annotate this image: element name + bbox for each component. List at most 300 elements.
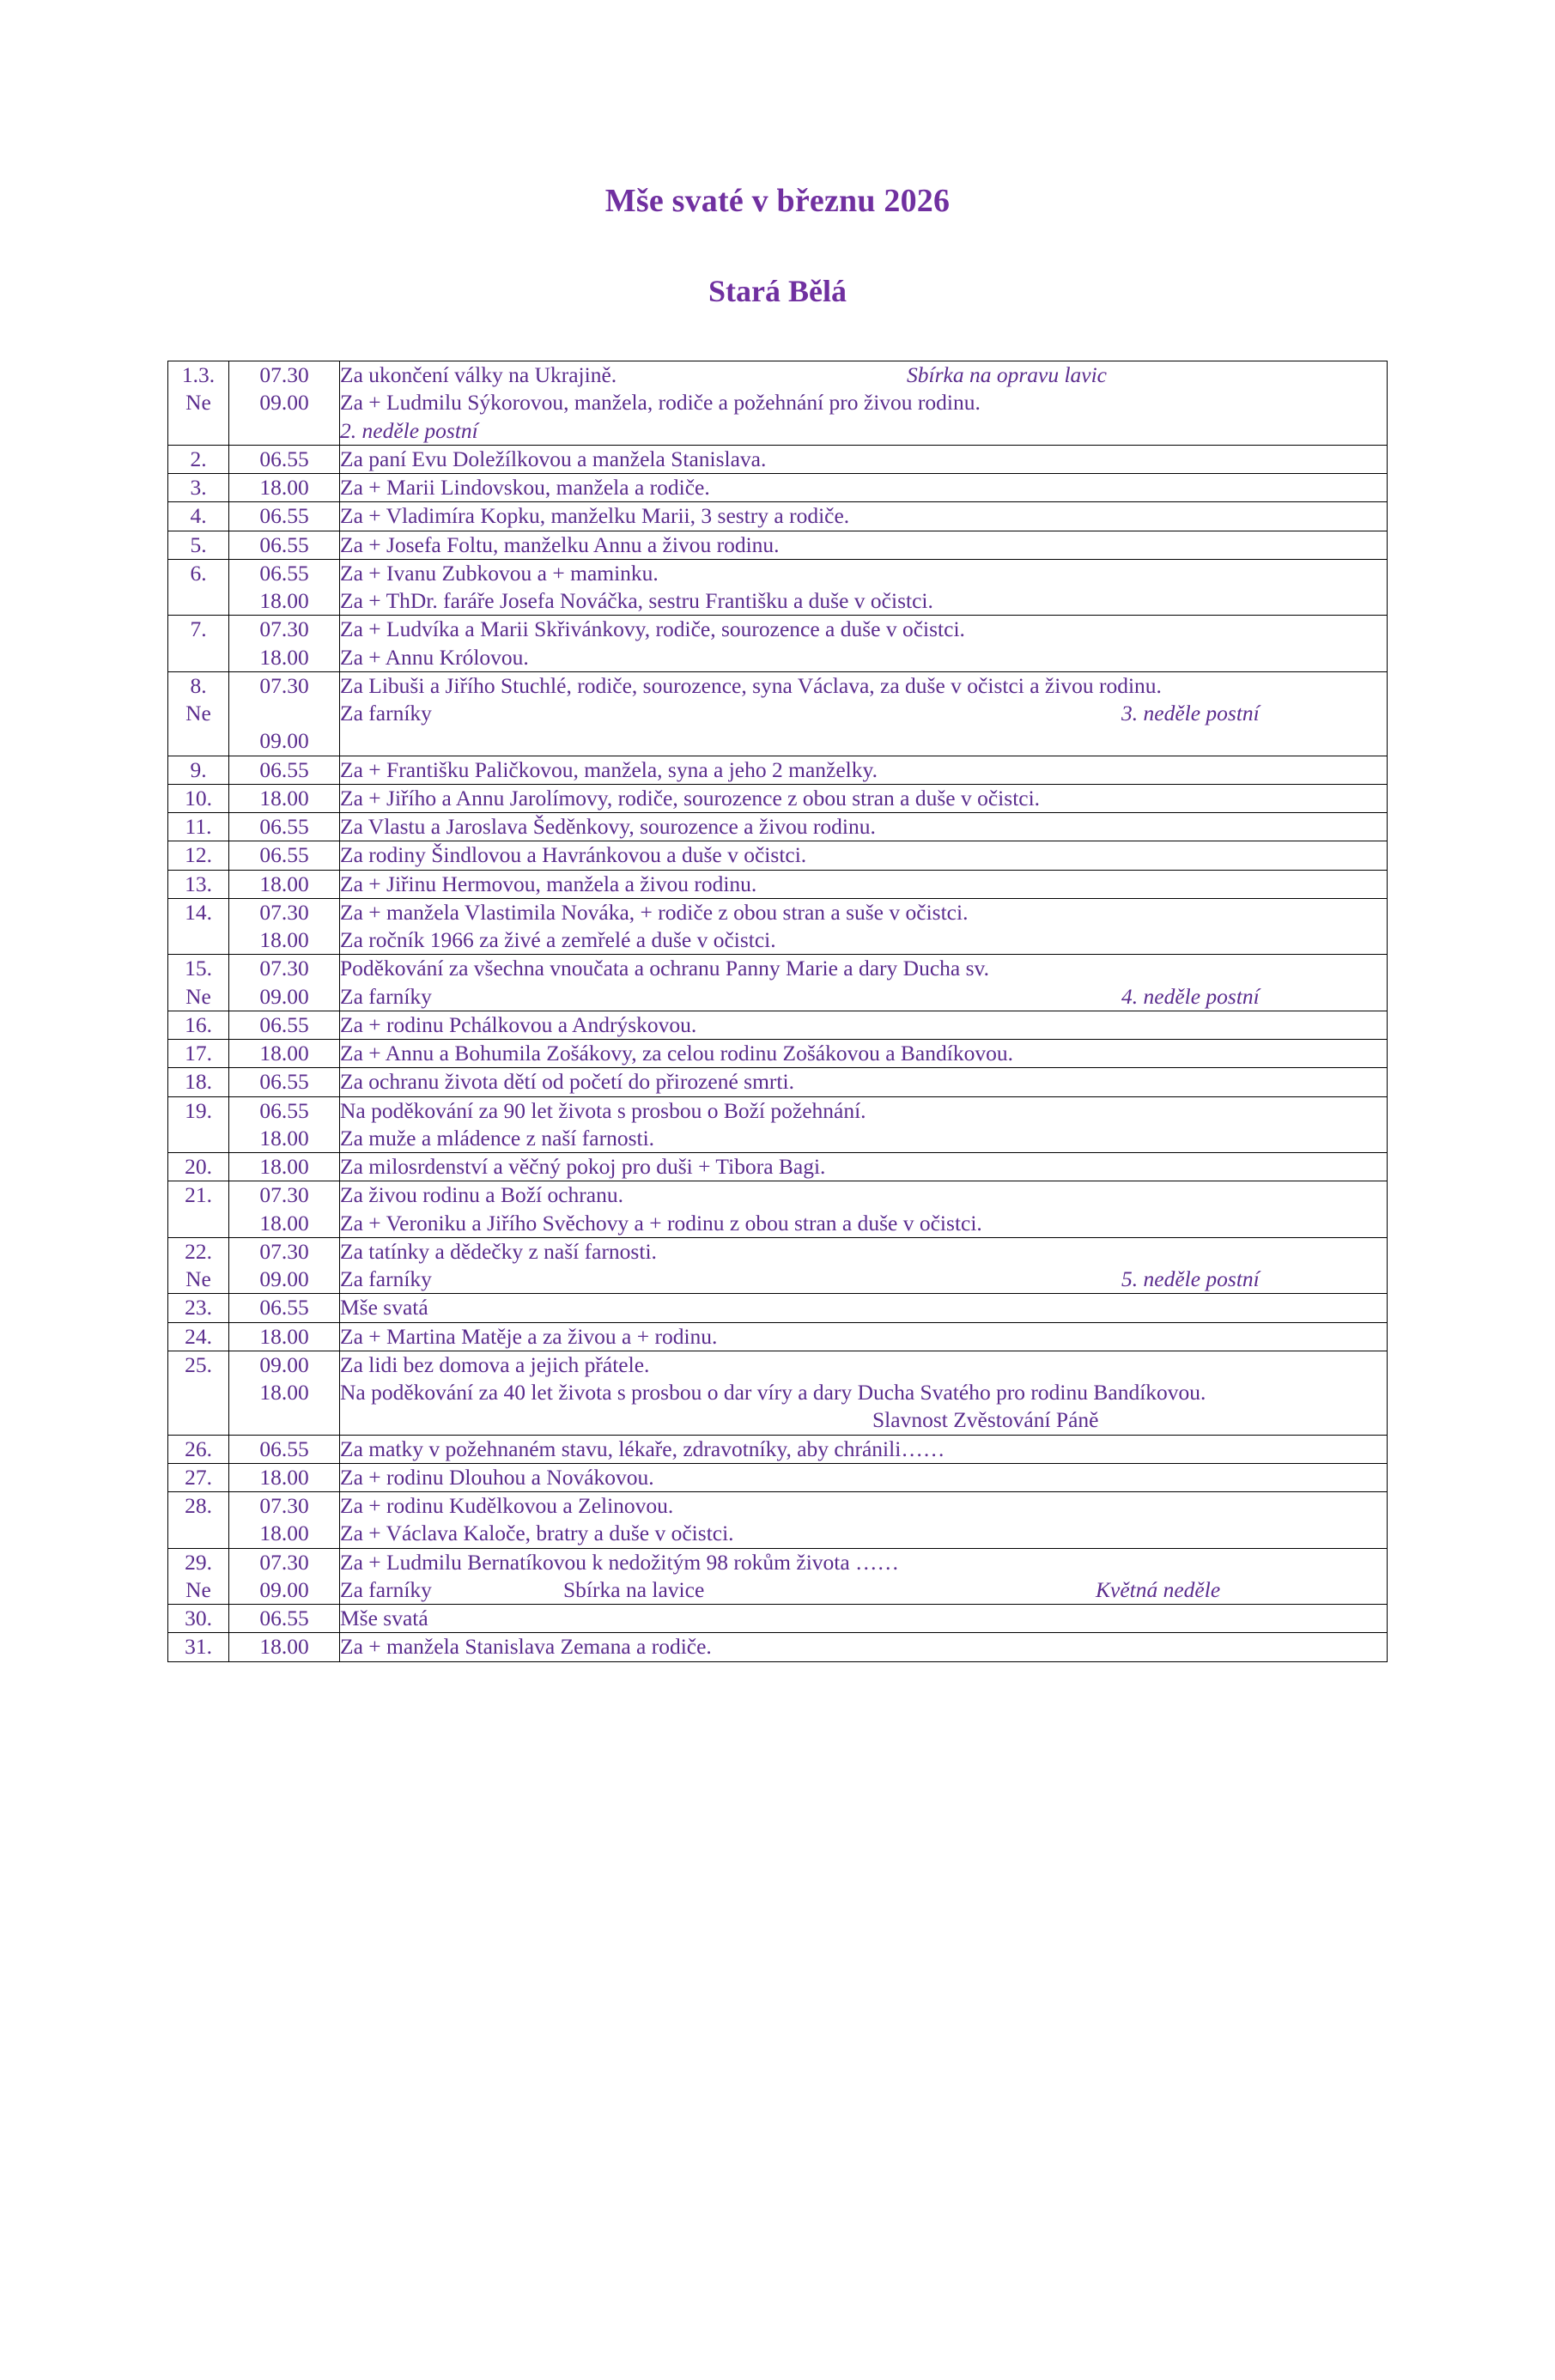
intention-cell [340,1068,1388,1096]
table-row [168,1322,1388,1351]
day-number: 26. [185,1436,212,1461]
intention-line [340,871,1387,898]
day-cell [168,671,229,756]
intention-cell [340,813,1388,841]
intention-line [340,1181,1387,1209]
intention-cell [340,1492,1388,1549]
day-number: 14. [185,899,212,925]
intention-cell [340,445,1388,473]
table-row [168,784,1388,812]
intention-line [340,1605,1387,1632]
table-row [168,361,1388,446]
day-cell [168,1322,229,1351]
day-cell [168,841,229,870]
table-row [168,1153,1388,1181]
day-number: 22. [185,1238,212,1264]
mass-time: 06.55 [259,756,309,782]
time-cell [229,1322,340,1351]
day-weekday: Ne [185,390,211,416]
intention-line [340,1294,1387,1321]
intention-text: Za muže a mládence z naší farnosti. [340,1125,655,1151]
table-row [168,1040,1388,1068]
mass-time: 18.00 [259,1380,309,1405]
day-cell [168,1463,229,1491]
time-cell [229,1294,340,1322]
intention-cell [340,671,1388,756]
mass-time: 06.55 [259,1069,309,1095]
intention-text: Za + manžela Vlastimila Nováka, + rodiče z obou stran a suše v očistci. [340,899,969,925]
intention-note: 5. neděle postní [1121,1266,1260,1291]
intention-text: Za + Veroniku a Jiřího Svěchovy a + rodinu z obou stran a duše v očistci. [340,1210,982,1236]
intention-text: Za farníky [340,1266,432,1291]
table-row [168,474,1388,502]
mass-time: 18.00 [259,588,309,613]
intention-line [340,1210,1387,1237]
intention-text: Za + rodinu Kudělkovou a Zelinovou. [340,1493,674,1518]
intention-cell [340,870,1388,898]
intention-text: Za + rodinu Dlouhou a Novákovou. [340,1464,654,1490]
intention-line [340,926,1387,954]
intention-line [340,560,1387,587]
day-cell [168,1068,229,1096]
table-row [168,502,1388,531]
time-cell [229,813,340,841]
table-row [168,1294,1388,1322]
mass-time: 06.55 [259,842,309,868]
intention-text: Na poděkování za 90 let života s prosbou o Boží požehnání. [340,1097,866,1123]
time-cell [229,1605,340,1633]
time-cell [229,1181,340,1238]
table-row [168,531,1388,559]
day-cell [168,1181,229,1238]
day-cell [168,559,229,616]
time-cell [229,1153,340,1181]
intention-note-secondary: Květná neděle [1096,1576,1221,1602]
day-number: 27. [185,1464,212,1490]
day-weekday: Ne [185,1266,211,1291]
intention-line [340,1011,1387,1039]
intention-line [340,1097,1387,1125]
intention-line [340,587,1387,615]
mass-time: 18.00 [259,1521,309,1546]
day-cell [168,870,229,898]
day-cell [168,1351,229,1435]
intention-line [340,1266,1387,1293]
intention-line [340,756,1387,784]
intention-cell [340,474,1388,502]
intention-cell [340,502,1388,531]
table-row [168,559,1388,616]
intention-text: Za + Annu a Bohumila Zošákovy, za celou rodinu Zošákovou a Bandíkovou. [340,1041,1013,1066]
day-number: 19. [185,1097,212,1123]
intention-text: Za + Martina Matěje a za živou a + rodinu. [340,1323,718,1349]
intention-text: Mše svatá [340,1295,428,1321]
time-spacer [229,1406,339,1434]
intention-note: 3. neděle postní [1121,701,1260,726]
intention-text: Za rodiny Šindlovou a Havránkovou a duše v očistci. [340,842,807,868]
day-spacer [168,587,228,615]
intention-line [340,1464,1387,1491]
table-row [168,1181,1388,1238]
time-cell [229,616,340,672]
mass-time: 09.00 [259,390,309,416]
day-cell [168,1237,229,1294]
intention-cell [340,361,1388,446]
intention-line [340,1379,1387,1432]
intention-text: Mše svatá [340,1606,428,1630]
intention-line [340,1633,1387,1661]
intention-note: Slavnost Zvěstování Páně [872,1407,1099,1432]
intention-text: Za ročník 1966 za živé a zemřelé a duše v očistci. [340,927,776,952]
table-row [168,898,1388,955]
day-number: 12. [185,842,212,868]
intention-cell [340,1548,1388,1605]
intention-line [340,983,1387,1011]
intention-line [340,361,1387,389]
mass-time: 18.00 [259,1323,309,1349]
mass-time: 18.00 [259,1464,309,1490]
time-cell [229,531,340,559]
day-weekday: Ne [185,1576,211,1602]
intention-text: Za Libuši a Jiřího Stuchlé, rodiče, sourozence, syna Václava, za duše v očistci a živou rodinu. [340,672,1162,698]
table-row [168,1237,1388,1294]
page-title: Mše svaté v březnu 2026 [604,183,951,219]
table-row [168,1605,1388,1633]
time-cell [229,1463,340,1491]
intention-line [340,955,1387,982]
day-number: 8. [190,672,207,698]
intention-line [340,1436,1387,1463]
day-cell [168,445,229,473]
intention-text: Za + Vladimíra Kopku, manželku Marii, 3 sestry a rodiče. [340,503,850,529]
intention-cell [340,841,1388,870]
table-row [168,813,1388,841]
time-cell [229,1068,340,1096]
intention-note: 4. neděle postní [1121,983,1260,1009]
intention-line [340,1323,1387,1351]
day-cell [168,1011,229,1039]
intention-line [340,446,1387,473]
day-number: 2. [190,446,207,471]
day-cell [168,1153,229,1181]
mass-time: 09.00 [259,728,309,754]
intention-text: Za + Jiřinu Hermovou, manžela a živou rodinu. [340,871,757,896]
intention-text: Za + Ludvíka a Marii Skřivánkovy, rodiče, sourozence a duše v očistci. [340,616,965,642]
day-cell [168,1605,229,1633]
day-cell [168,1492,229,1549]
day-number: 17. [185,1041,212,1066]
day-number: 5. [190,531,207,557]
day-number: 29. [185,1549,212,1575]
day-number: 15. [185,956,212,981]
intention-text: Za + Františku Paličkovou, manžela, syna a jeho 2 manželky. [340,756,878,782]
table-row [168,1068,1388,1096]
mass-time [229,417,339,445]
intention-line [340,899,1387,926]
table-row [168,1011,1388,1039]
mass-time: 06.55 [259,531,309,557]
intention-text: Za farníky [340,1576,432,1602]
day-spacer [168,1125,228,1152]
mass-time: 07.30 [259,899,309,925]
day-number: 21. [185,1182,212,1208]
day-cell [168,1096,229,1153]
day-spacer [168,644,228,671]
intention-text: Za milosrdenství a věčný pokoj pro duši + Tibora Bagi. [340,1154,826,1179]
intention-line [340,1576,1387,1604]
intention-text: Za paní Evu Doležílkovou a manžela Stanislava. [340,446,767,471]
intention-line [340,1040,1387,1067]
day-cell [168,1548,229,1605]
intention-text: Za matky v požehnaném stavu, lékaře, zdravotníky, aby chránili…… [340,1436,945,1461]
intention-line [340,1125,1387,1152]
time-cell [229,1011,340,1039]
mass-time: 06.55 [259,1295,309,1321]
intention-line [340,389,1387,416]
mass-time: 09.00 [259,1576,309,1602]
mass-time: 06.55 [259,503,309,529]
mass-time: 06.55 [259,1436,309,1461]
mass-time: 07.30 [259,1549,309,1575]
intention-text: Za tatínky a dědečky z naší farnosti. [340,1238,657,1264]
table-row [168,756,1388,784]
day-number: 28. [185,1493,212,1518]
intention-cell [340,1605,1388,1633]
mass-time: 18.00 [259,1154,309,1179]
time-cell [229,756,340,784]
mass-time: 18.00 [259,475,309,500]
intention-cell [340,1633,1388,1661]
intention-text: Za + Josefa Foltu, manželku Annu a živou rodinu. [340,531,780,557]
time-cell [229,1040,340,1068]
intention-line [340,474,1387,501]
day-number: 9. [190,756,207,782]
table-row [168,841,1388,870]
mass-time: 18.00 [259,1634,309,1660]
time-cell [229,784,340,812]
day-cell [168,813,229,841]
time-spacer [229,700,339,727]
day-cell [168,898,229,955]
page-subtitle: Stará Bělá [708,274,847,308]
intention-line [340,1351,1387,1379]
day-number: 1.3. [181,362,216,387]
day-spacer [168,1379,228,1406]
intention-line [340,644,1387,671]
table-row [168,1633,1388,1661]
day-cell [168,616,229,672]
intention-line [340,502,1387,530]
day-number: 6. [190,560,207,586]
intention-cell [340,1011,1388,1039]
mass-time: 07.30 [259,1493,309,1518]
day-cell [168,955,229,1011]
mass-time: 18.00 [259,1125,309,1151]
time-cell [229,559,340,616]
intention-line [340,1492,1387,1520]
intention-note: Sbírka na opravu lavic [907,362,1107,387]
mass-time: 07.30 [259,616,309,642]
day-cell [168,756,229,784]
intention-cell [340,955,1388,1011]
table-row [168,1435,1388,1463]
intention-cell [340,1294,1388,1322]
table-row [168,671,1388,756]
day-number: 7. [190,616,207,642]
intention-text: Za + manžela Stanislava Zemana a rodiče. [340,1634,712,1660]
mass-time: 18.00 [259,1041,309,1066]
intention-cell [340,1351,1388,1435]
day-number: 24. [185,1323,212,1349]
intention-text: 2. neděle postní [340,417,478,443]
document-page [0,182,1555,2380]
day-weekday: Ne [185,701,211,726]
table-row [168,1463,1388,1491]
time-cell [229,1492,340,1549]
time-cell [229,1633,340,1661]
intention-cell [340,756,1388,784]
intention-line [340,531,1387,559]
intention-text: Za + Marii Lindovskou, manžela a rodiče. [340,475,710,500]
intention-cell [340,1040,1388,1068]
intention-line [340,841,1387,869]
table-row [168,1492,1388,1549]
intention-cell [340,1322,1388,1351]
mass-time: 06.55 [259,1097,309,1123]
day-cell [168,784,229,812]
intention-text: Za + Jiřího a Annu Jarolímovy, rodiče, sourozence z obou stran a duše v očistci. [340,785,1041,811]
mass-time: 07.30 [259,956,309,981]
time-cell [229,1237,340,1294]
time-cell [229,474,340,502]
intention-cell [340,1435,1388,1463]
intention-text: Poděkování za všechna vnoučata a ochranu Panny Marie a dary Ducha sv. [340,956,989,981]
day-number: 11. [185,814,212,839]
intention-cell [340,1096,1388,1153]
table-row [168,955,1388,1011]
intention-text: Za + Ludmilu Bernatíkovou k nedožitým 98 rokům života …… [340,1549,900,1575]
time-cell [229,1351,340,1435]
mass-time: 07.30 [259,1182,309,1208]
day-cell [168,474,229,502]
day-number: 18. [185,1069,212,1095]
intention-line [340,1153,1387,1181]
mass-time: 18.00 [259,927,309,952]
mass-time: 06.55 [259,446,309,471]
intention-text: Za + rodinu Pchálkovou a Andrýskovou. [340,1011,697,1037]
intention-cell [340,1463,1388,1491]
intention-cell [340,1237,1388,1294]
intention-text: Za + Václava Kaloče, bratry a duše v očistci. [340,1521,734,1546]
intention-line [340,1520,1387,1547]
time-cell [229,361,340,446]
intention-line [340,417,1387,445]
mass-time: 09.00 [259,1351,309,1377]
intention-text: Za + Ludmilu Sýkorovou, manžela, rodiče a požehnání pro živou rodinu. [340,390,981,416]
mass-time: 18.00 [259,785,309,811]
mass-time: 07.30 [259,672,309,698]
intention-cell [340,559,1388,616]
mass-time: 18.00 [259,871,309,896]
mass-time: 09.00 [259,983,309,1009]
intention-line [340,1549,1387,1576]
time-cell [229,841,340,870]
time-cell [229,870,340,898]
time-cell [229,955,340,1011]
intention-cell [340,531,1388,559]
time-cell [229,1435,340,1463]
intention-line [340,616,1387,643]
day-number: 4. [190,503,207,529]
intention-cell [340,616,1388,672]
intention-text: Za + Ivanu Zubkovou a + maminku. [340,560,659,586]
day-spacer [168,1520,228,1547]
intention-cell [340,1153,1388,1181]
intention-line [340,785,1387,812]
intention-line [340,700,1387,727]
mass-time: 06.55 [259,1011,309,1037]
mass-time: 18.00 [259,1210,309,1236]
day-cell [168,1040,229,1068]
table-row [168,870,1388,898]
time-cell [229,502,340,531]
intention-line [340,1068,1387,1096]
day-number: 10. [185,785,212,811]
table-row [168,1548,1388,1605]
day-cell [168,1294,229,1322]
intention-text: Za Vlastu a Jaroslava Šeděnkovy, sourozence a živou rodinu. [340,814,876,839]
day-number: 25. [185,1351,212,1377]
mass-time: 07.30 [259,1238,309,1264]
day-number: 16. [185,1011,212,1037]
mass-time: 06.55 [259,1606,309,1630]
mass-time: 06.55 [259,814,309,839]
day-cell [168,361,229,446]
intention-cell [340,898,1388,955]
intention-line [340,1238,1387,1266]
intention-line [340,672,1387,700]
intention-text: Za + ThDr. faráře Josefa Nováčka, sestru Františku a duše v očistci. [340,588,933,613]
intention-text: Za ochranu života dětí od početí do přirozené smrti. [340,1069,794,1095]
day-cell [168,1633,229,1661]
day-number: 30. [185,1606,212,1630]
intention-text: Za živou rodinu a Boží ochranu. [340,1182,623,1208]
intention-text: Za + Annu Królovou. [340,644,529,670]
intention-cell [340,1181,1388,1238]
day-spacer [168,417,228,445]
intention-text: Na poděkování za 40 let života s prosbou o dar víry a dary Ducha Svatého pro rodinu Bandíkovou. [340,1380,1206,1405]
mass-time: 07.30 [259,362,309,387]
day-number: 3. [190,475,207,500]
day-number: 13. [185,871,212,896]
intention-text: Za farníky [340,983,432,1009]
intention-note: Sbírka na lavice [563,1576,705,1602]
time-cell [229,898,340,955]
mass-time: 18.00 [259,644,309,670]
intention-text: Za lidi bez domova a jejich přátele. [340,1351,650,1377]
day-number: 31. [185,1634,212,1660]
table-row [168,616,1388,672]
intention-text: Za farníky [340,701,432,726]
mass-time: 09.00 [259,1266,309,1291]
time-cell [229,1548,340,1605]
table-row [168,445,1388,473]
intention-line [340,813,1387,841]
table-row [168,1096,1388,1153]
day-number: 20. [185,1154,212,1179]
day-cell [168,1435,229,1463]
day-spacer [168,1210,228,1237]
